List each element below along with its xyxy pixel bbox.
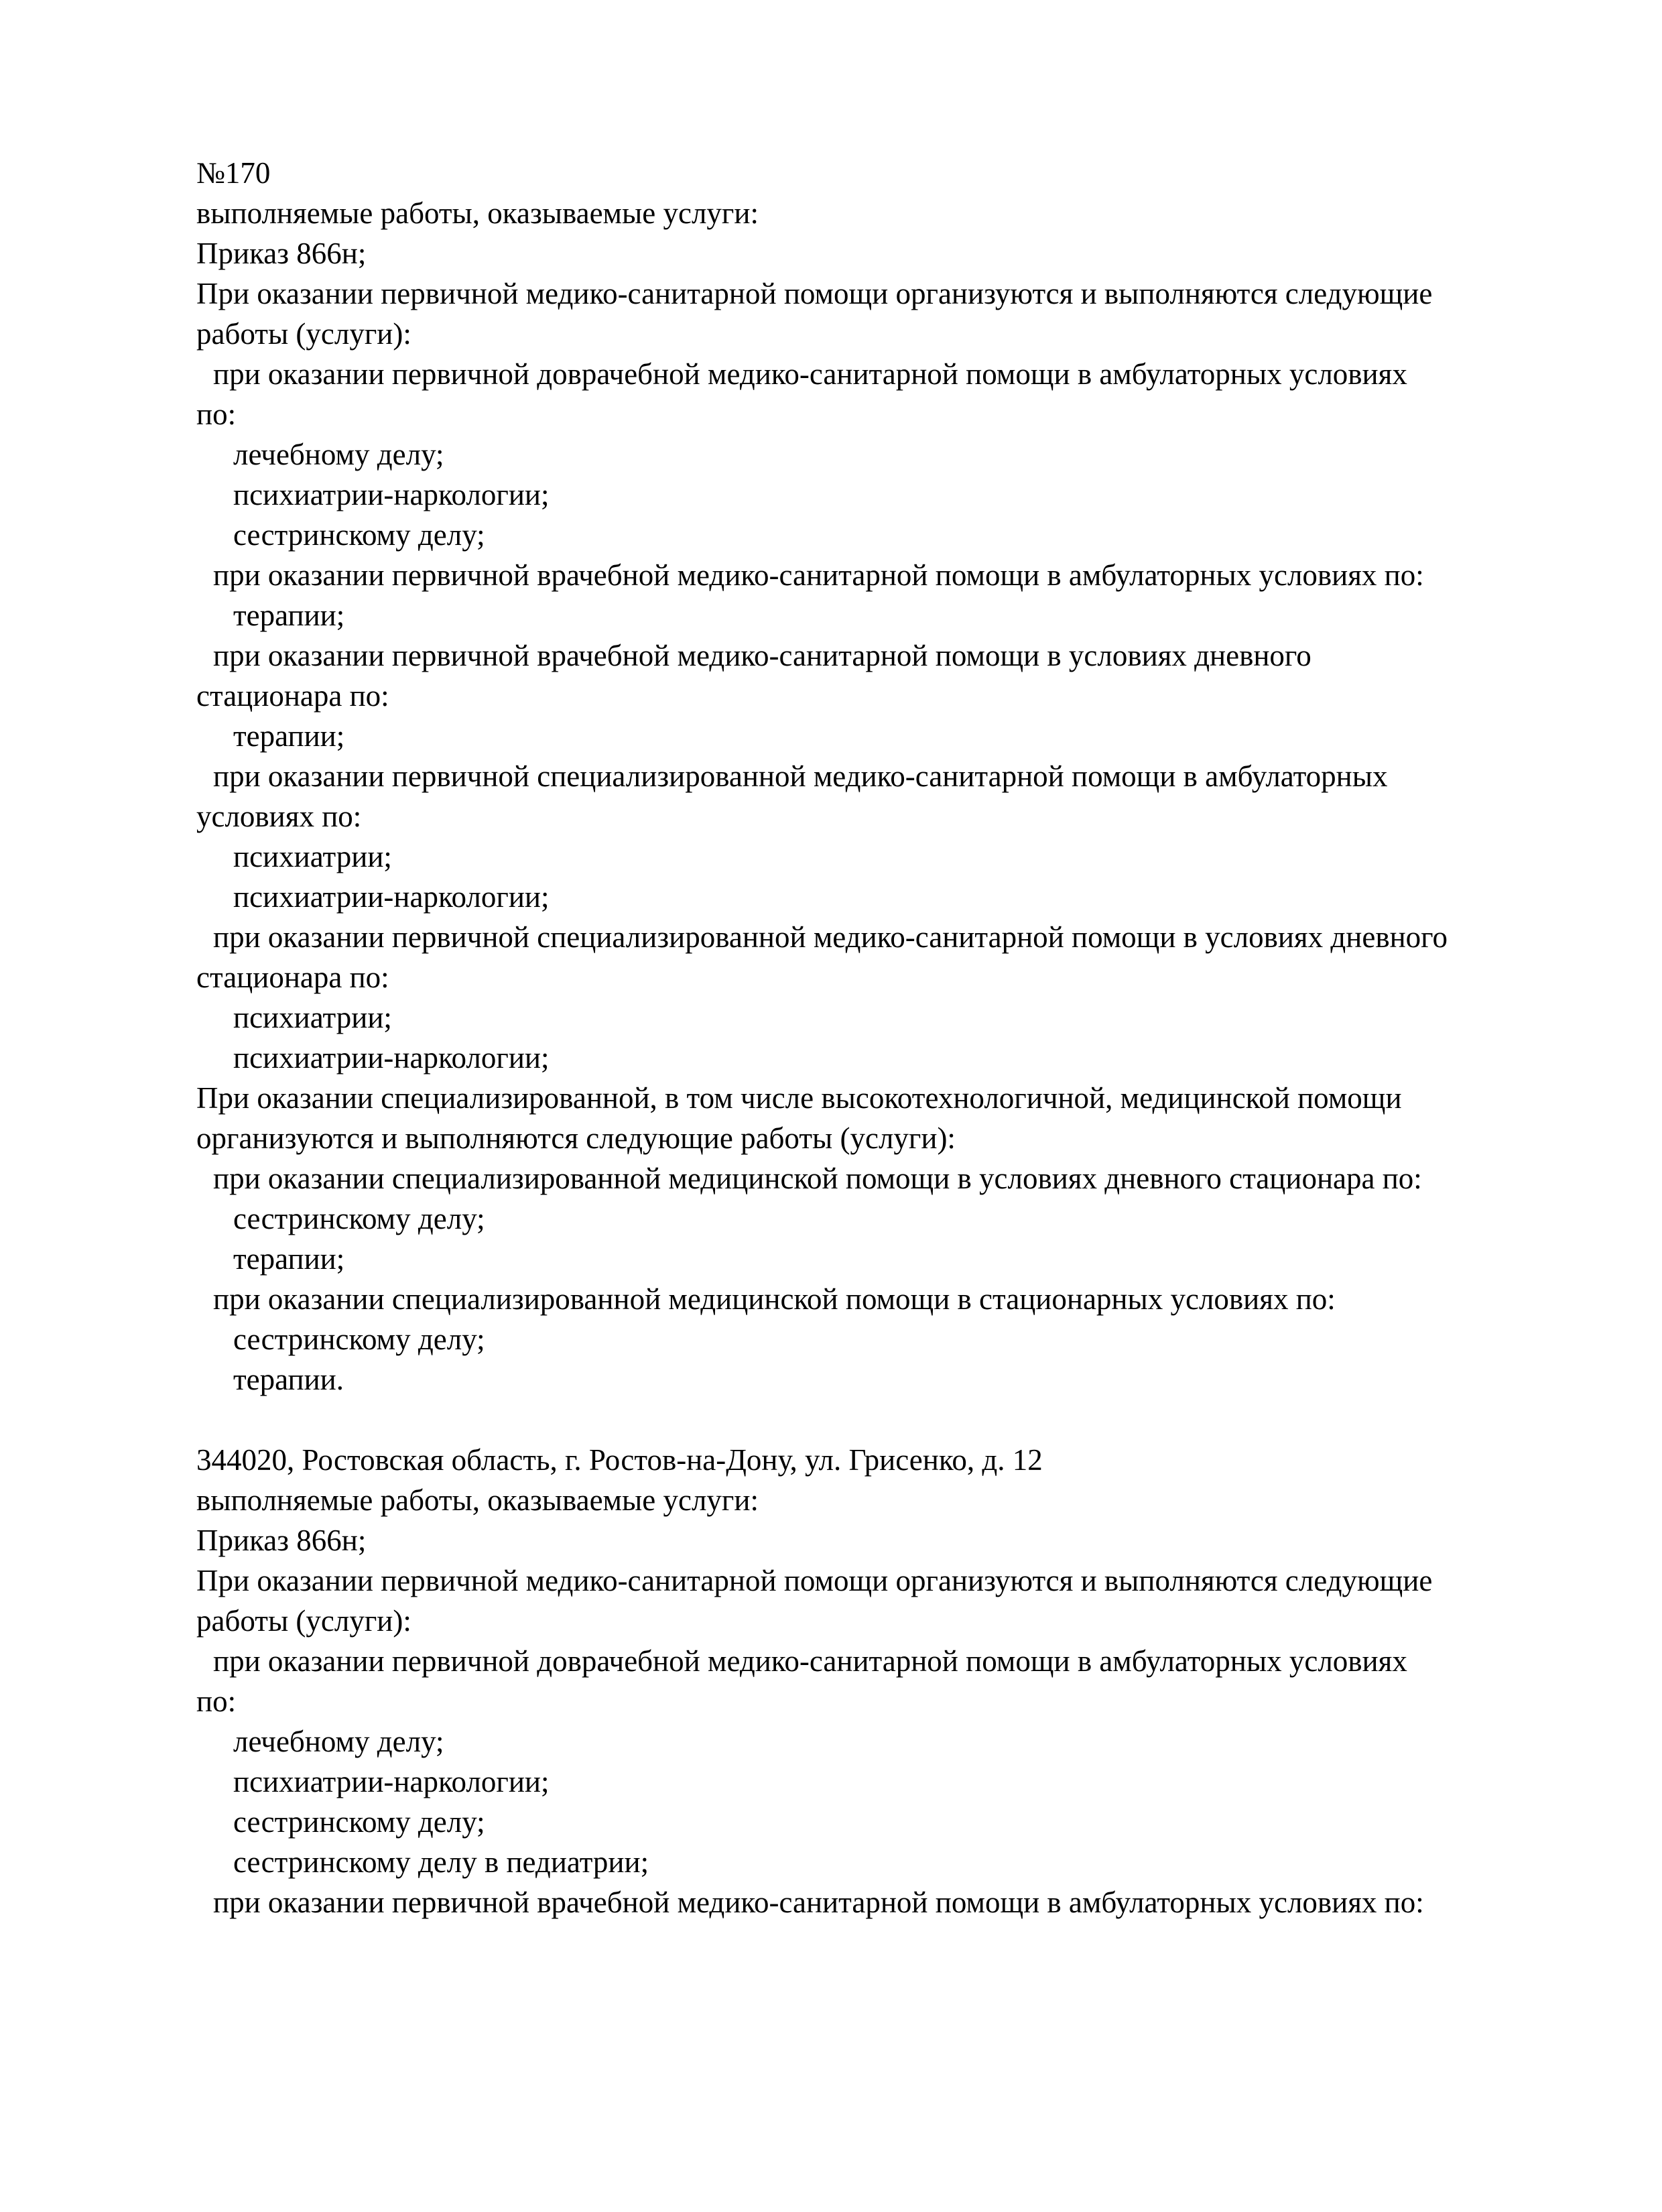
text-line: по: bbox=[196, 1684, 237, 1718]
text-line: сестринскому делу; bbox=[233, 1805, 485, 1839]
text-line: при оказании первичной врачебной медико-санитарной помощи в условиях дневного bbox=[213, 639, 1312, 672]
text-line: при оказании первичной врачебной медико-санитарной помощи в амбулаторных условиях по: bbox=[213, 1886, 1424, 1919]
text-line: выполняемые работы, оказываемые услуги: bbox=[196, 1483, 759, 1517]
text-line: при оказании первичной специализированной медико-санитарной помощи в условиях дневного bbox=[213, 920, 1448, 954]
text-line: по: bbox=[196, 397, 237, 431]
text-line: При оказании специализированной, в том числе высокотехнологичной, медицинской помощи bbox=[196, 1081, 1402, 1115]
text-line: стационара по: bbox=[196, 679, 389, 713]
text-line: терапии. bbox=[233, 1363, 344, 1396]
license-text-block bbox=[196, 153, 1604, 1922]
text-line: при оказании первичной доврачебной медико-санитарной помощи в амбулаторных условиях bbox=[213, 357, 1407, 391]
text-line: сестринскому делу; bbox=[233, 518, 485, 552]
text-line: психиатрии-наркологии; bbox=[233, 1765, 550, 1798]
text-line: при оказании специализированной медицинской помощи в стационарных условиях по: bbox=[213, 1282, 1336, 1316]
text-line: при оказании первичной специализированной медико-санитарной помощи в амбулаторных bbox=[213, 759, 1388, 793]
text-line: сестринскому делу; bbox=[233, 1323, 485, 1356]
text-line: при оказании первичной доврачебной медико-санитарной помощи в амбулаторных условиях bbox=[213, 1644, 1407, 1678]
blank-line bbox=[196, 1400, 1604, 1440]
text-line: психиатрии-наркологии; bbox=[233, 1041, 550, 1074]
text-line: психиатрии; bbox=[233, 1001, 392, 1034]
text-line: терапии; bbox=[233, 1242, 345, 1276]
text-line: выполняемые работы, оказываемые услуги: bbox=[196, 196, 759, 230]
text-line: При оказании первичной медико-санитарной помощи организуются и выполняются следующие bbox=[196, 1564, 1433, 1597]
text-line: сестринскому делу в педиатрии; bbox=[233, 1845, 649, 1879]
text-line: психиатрии-наркологии; bbox=[233, 880, 550, 914]
text-line: Приказ 866н; bbox=[196, 237, 367, 270]
text-line: 344020, Ростовская область, г. Ростов-на-Дону, ул. Грисенко, д. 12 bbox=[196, 1443, 1043, 1477]
text-line: сестринскому делу; bbox=[233, 1202, 485, 1235]
text-line: при оказании специализированной медицинской помощи в условиях дневного стационара по: bbox=[213, 1162, 1422, 1195]
text-line: психиатрии; bbox=[233, 840, 392, 873]
text-line: При оказании первичной медико-санитарной помощи организуются и выполняются следующие bbox=[196, 277, 1433, 310]
text-line: стационара по: bbox=[196, 961, 389, 994]
text-line: работы (услуги): bbox=[196, 1604, 411, 1638]
text-line: терапии; bbox=[233, 719, 345, 753]
text-line: условиях по: bbox=[196, 800, 362, 833]
text-line: №170 bbox=[196, 156, 271, 190]
text-line: работы (услуги): bbox=[196, 317, 411, 351]
text-line: при оказании первичной врачебной медико-санитарной помощи в амбулаторных условиях по: bbox=[213, 558, 1424, 592]
text-line: Приказ 866н; bbox=[196, 1524, 367, 1557]
text-line: лечебному делу; bbox=[233, 438, 444, 471]
text-line: организуются и выполняются следующие работы (услуги): bbox=[196, 1121, 956, 1155]
text-line: психиатрии-наркологии; bbox=[233, 478, 550, 511]
text-line: лечебному делу; bbox=[233, 1725, 444, 1758]
text-line: терапии; bbox=[233, 599, 345, 632]
